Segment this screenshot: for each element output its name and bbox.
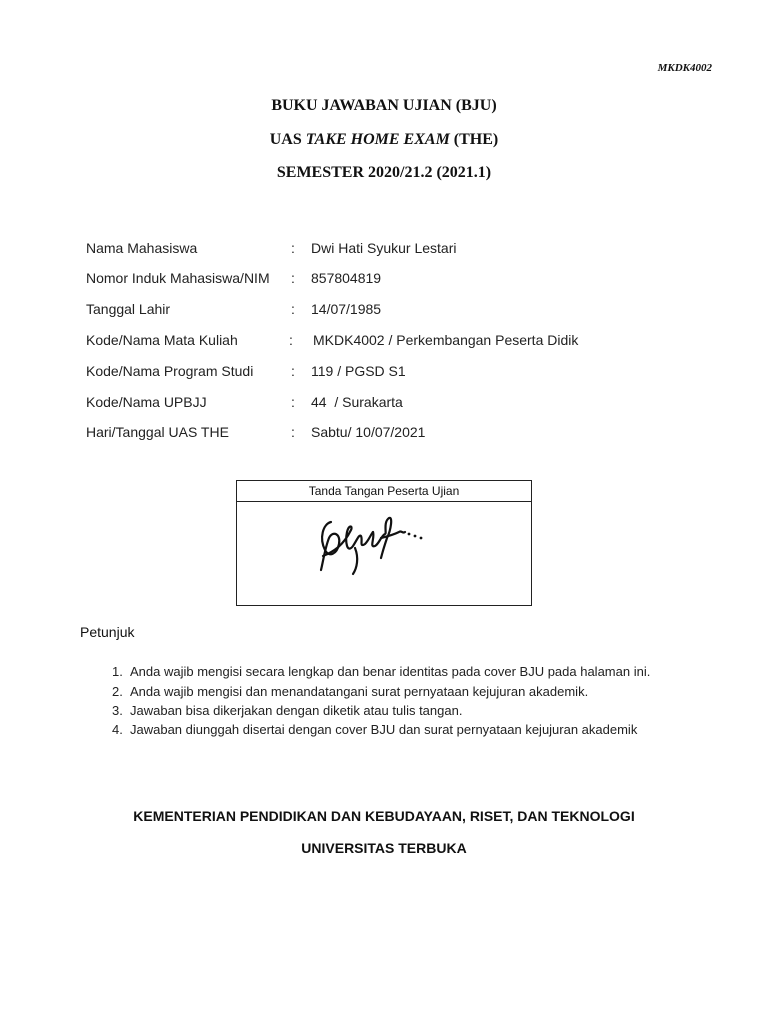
instruction-item (112, 684, 712, 702)
instruction-number: 1. (112, 664, 123, 679)
identity-row-birthdate (86, 301, 706, 321)
identity-separator: : (291, 301, 295, 317)
signature-area (237, 502, 531, 605)
identity-label: Hari/Tanggal UAS THE (86, 424, 229, 440)
identity-row-upbjj (86, 394, 706, 414)
identity-value: 44 / Surakarta (311, 394, 403, 410)
course-code: MKDK4002 (657, 62, 712, 74)
instruction-number: 2. (112, 684, 123, 699)
handwritten-signature (309, 508, 429, 580)
identity-value: 857804819 (311, 270, 382, 286)
identity-value: 119 / PGSD S1 (311, 363, 406, 379)
instruction-text: Anda wajib mengisi dan menandatangani surat pernyataan kejujuran akademik. (130, 684, 589, 699)
instruction-number: 4. (112, 722, 123, 737)
identity-value: Sabtu/ 10/07/2021 (311, 424, 426, 440)
ministry-name: KEMENTERIAN PENDIDIKAN DAN KEBUDAYAAN, RISET, DAN TEKNOLOGI (133, 808, 635, 824)
identity-label: Nama Mahasiswa (86, 240, 198, 256)
exam-type-title (0, 131, 768, 149)
identity-row-name (86, 240, 706, 260)
identity-value: 14/07/1985 (311, 301, 382, 317)
instructions-title: Petunjuk (80, 624, 135, 640)
identity-label: Kode/Nama Program Studi (86, 363, 254, 379)
instruction-text: Jawaban bisa dikerjakan dengan diketik atau tulis tangan. (130, 703, 463, 718)
university-name: UNIVERSITAS TERBUKA (301, 840, 467, 856)
document-title: BUKU JAWABAN UJIAN (BJU) (271, 97, 497, 114)
identity-separator: : (291, 363, 295, 379)
identity-separator: : (291, 394, 295, 410)
instruction-item (112, 703, 712, 721)
identity-row-program (86, 363, 706, 383)
signature-box-title: Tanda Tangan Peserta Ujian (237, 481, 531, 502)
instruction-number: 3. (112, 703, 123, 718)
exam-type-prefix: UAS (269, 131, 306, 148)
identity-separator: : (291, 424, 295, 440)
identity-label: Kode/Nama Mata Kuliah (86, 332, 238, 348)
identity-separator: : (291, 270, 295, 286)
instruction-text: Jawaban diunggah disertai dengan cover BJU dan surat pernyataan kejujuran akademik (130, 722, 638, 737)
semester-title: SEMESTER 2020/21.2 (2021.1) (276, 164, 492, 181)
signature-box (236, 480, 532, 606)
identity-row-nim (86, 270, 706, 290)
identity-value: MKDK4002 / Perkembangan Peserta Didik (313, 332, 579, 348)
exam-type-italic: TAKE HOME EXAM (305, 131, 450, 148)
identity-row-course (86, 332, 706, 352)
identity-label: Nomor Induk Mahasiswa/NIM (86, 270, 270, 286)
identity-separator: : (291, 240, 295, 256)
instruction-item (112, 722, 712, 740)
identity-value: Dwi Hati Syukur Lestari (311, 240, 457, 256)
identity-label: Tanggal Lahir (86, 301, 171, 317)
instruction-text: Anda wajib mengisi secara lengkap dan benar identitas pada cover BJU pada halaman ini. (130, 664, 651, 679)
instruction-item (112, 664, 712, 682)
identity-separator: : (289, 332, 293, 348)
identity-label: Kode/Nama UPBJJ (86, 394, 207, 410)
exam-type-suffix: (THE) (449, 131, 499, 148)
identity-row-exam-date (86, 424, 706, 444)
